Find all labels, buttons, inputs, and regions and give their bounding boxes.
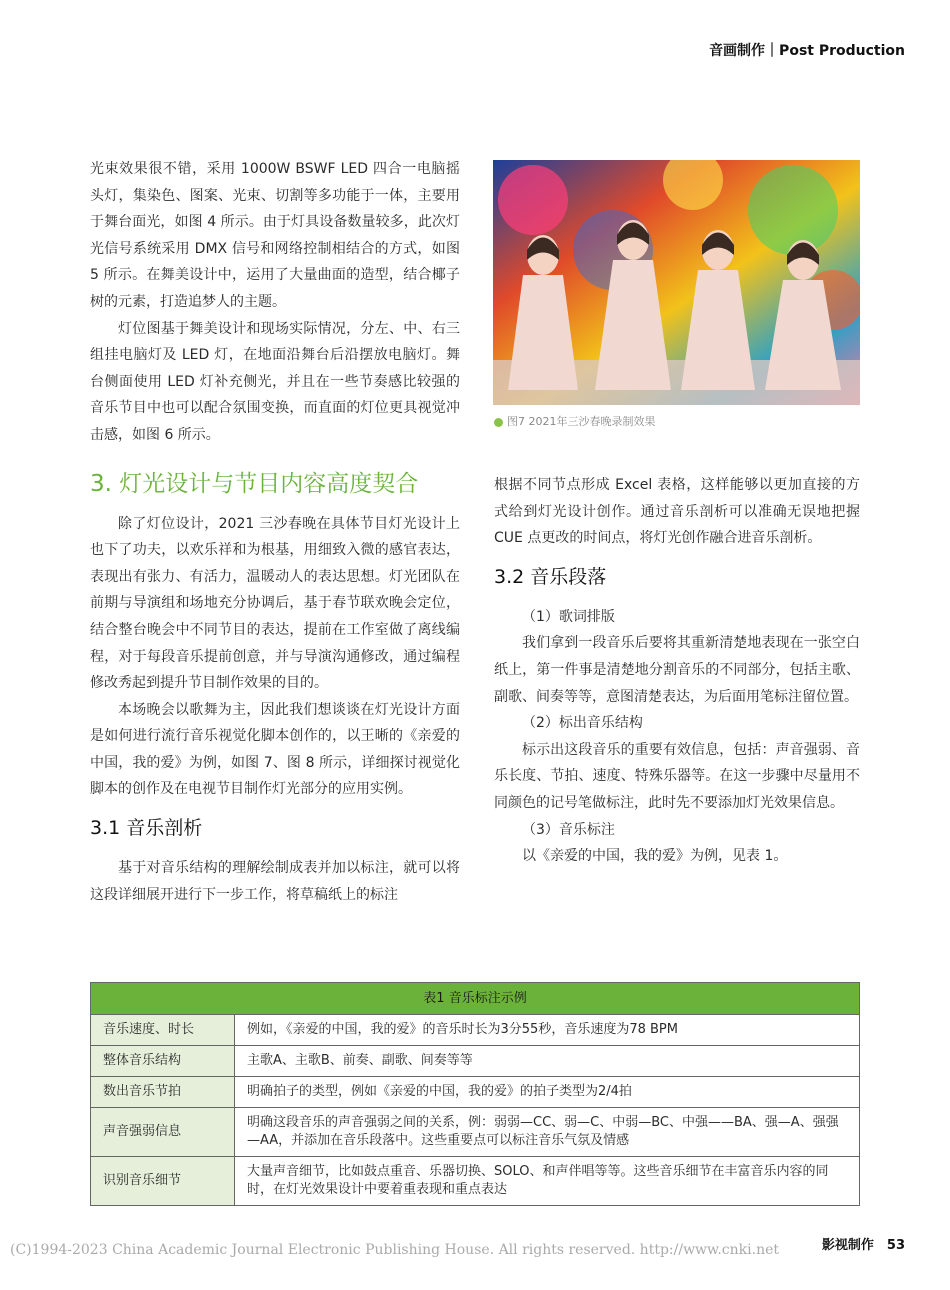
- body-paragraph: 以《亲爱的中国，我的爱》为例，见表 1。: [522, 848, 788, 865]
- page-number: 影视制作 53: [821, 1238, 905, 1253]
- figure-caption: [494, 414, 656, 430]
- subsection-heading: 3.2 音乐段落: [494, 565, 607, 588]
- body-paragraph: 基于对音乐结构的理解绘制成表并加以标注，就可以将这段详细展开进行下一步工作，将草稿纸上的标注: [90, 860, 460, 903]
- body-paragraph: 除了灯位设计，2021 三沙春晚在具体节目灯光设计上也下了功夫，以欢乐祥和为根基，用细致入微的感官表达，表现出有张力、有活力，温暖动人的表达思想。灯光团队在前期与导演组和场地充分协调后，基于春节联欢晚会定位，结合整台晚会中不同节目的表达，提前在工作室做了离线编程，对于每段音乐提前创意，并与导演沟通修改，通过编程修改秀起到提升节目制作效果的目的。: [90, 515, 460, 692]
- body-paragraph: 光束效果很不错，采用 1000W BSWF LED 四合一电脑摇头灯，集染色、图案、光束、切割等多功能于一体，主要用于舞台面光，如图 4 所示。由于灯具设备数量较多，此次灯光信号系统采用 DMX 信号和网络控制相结合的方式，如图 5 所示。在舞美设计中，运用了大量曲面的造型，结合椰子树的元素，打造追梦人的主题。: [90, 161, 460, 310]
- table-key-cell: 音乐速度、时长: [91, 1015, 235, 1046]
- caption-text: 图7 2021年三沙春晚录制效果: [507, 415, 656, 428]
- table-title: 表1 音乐标注示例: [91, 983, 860, 1015]
- left-column: [90, 156, 460, 908]
- stage-photo-illustration: [493, 160, 860, 405]
- table-key-cell: 整体音乐结构: [91, 1046, 235, 1077]
- table-value-cell: 例如，《亲爱的中国，我的爱》的音乐时长为3分55秒，音乐速度为78 BPM: [235, 1015, 860, 1046]
- music-annotation-table: [90, 982, 860, 1206]
- body-paragraph: 根据不同节点形成 Excel 表格，这样能够以更加直接的方式给到灯光设计创作。通过音乐剖析可以准确无误地把握 CUE 点更改的时间点，将灯光创作融合进音乐剖析。: [494, 477, 860, 547]
- table-row: [91, 1015, 860, 1046]
- body-paragraph: 本场晚会以歌舞为主，因此我们想谈谈在灯光设计方面是如何进行流行音乐视觉化脚本创作的，以王晰的《亲爱的中国，我的爱》为例，如图 7、图 8 所示，详细探讨视觉化脚本的创作及在电视节目制作灯光部分的应用实例。: [90, 701, 460, 798]
- body-paragraph: 标示出这段音乐的重要有效信息，包括：声音强弱、音乐长度、节拍、速度、特殊乐器等。在这一步骤中尽量用不同颜色的记号笔做标注，此时先不要添加灯光效果信息。: [494, 741, 860, 811]
- table-value-cell: 大量声音细节，比如鼓点重音、乐器切换、SOLO、和声伴唱等等。这些音乐细节在丰富音乐内容的同时，在灯光效果设计中要着重表现和重点表达: [235, 1157, 860, 1206]
- table-key-cell: 识别音乐细节: [91, 1157, 235, 1206]
- table-row: [91, 1077, 860, 1108]
- table-key-cell: 声音强弱信息: [91, 1108, 235, 1157]
- table-row: [91, 1108, 860, 1157]
- copyright-notice: (C)1994-2023 China Academic Journal Electronic Publishing House. All rights reserved. http://www.cnki.net: [10, 1242, 780, 1258]
- stage-photo: [493, 160, 860, 405]
- right-column: [494, 472, 860, 870]
- page-footer: [0, 1234, 950, 1264]
- table-value-cell: 明确这段音乐的声音强弱之间的关系，例：弱弱—CC、弱—C、中弱—BC、中强——BA、强—A、强强—AA，并添加在音乐段落中。这些重要点可以标注音乐气氛及情感: [235, 1108, 860, 1157]
- running-header: 音画制作｜Post Production: [709, 43, 905, 59]
- subsection-heading: 3.1 音乐剖析: [90, 817, 203, 840]
- table-value-cell: 主歌A、主歌B、前奏、副歌、间奏等等: [235, 1046, 860, 1077]
- body-paragraph: 灯位图基于舞美设计和现场实际情况，分左、中、右三组挂电脑灯及 LED 灯，在地面沿舞台后沿摆放电脑灯。舞台侧面使用 LED 灯补充侧光，并且在一些节奏感比较强的音乐节目中也可以配合氛围变换，而直面的灯位更具视觉冲击感，如图 6 所示。: [90, 320, 460, 443]
- body-paragraph: 我们拿到一段音乐后要将其重新清楚地表现在一张空白纸上，第一件事是清楚地分割音乐的不同部分，包括主歌、副歌、间奏等等，意图清楚表达，为后面用笔标注留位置。: [494, 635, 860, 705]
- list-item-heading: （1）歌词排版: [522, 608, 615, 625]
- table-row: [91, 1157, 860, 1206]
- list-item-heading: （2）标出音乐结构: [522, 715, 643, 732]
- list-item-heading: （3）音乐标注: [522, 821, 615, 838]
- caption-bullet-icon: [494, 418, 503, 427]
- section-heading: 3. 灯光设计与节目内容高度契合: [90, 470, 419, 497]
- table-key-cell: 数出音乐节拍: [91, 1077, 235, 1108]
- table-value-cell: 明确拍子的类型，例如《亲爱的中国，我的爱》的拍子类型为2/4拍: [235, 1077, 860, 1108]
- table-row: [91, 1046, 860, 1077]
